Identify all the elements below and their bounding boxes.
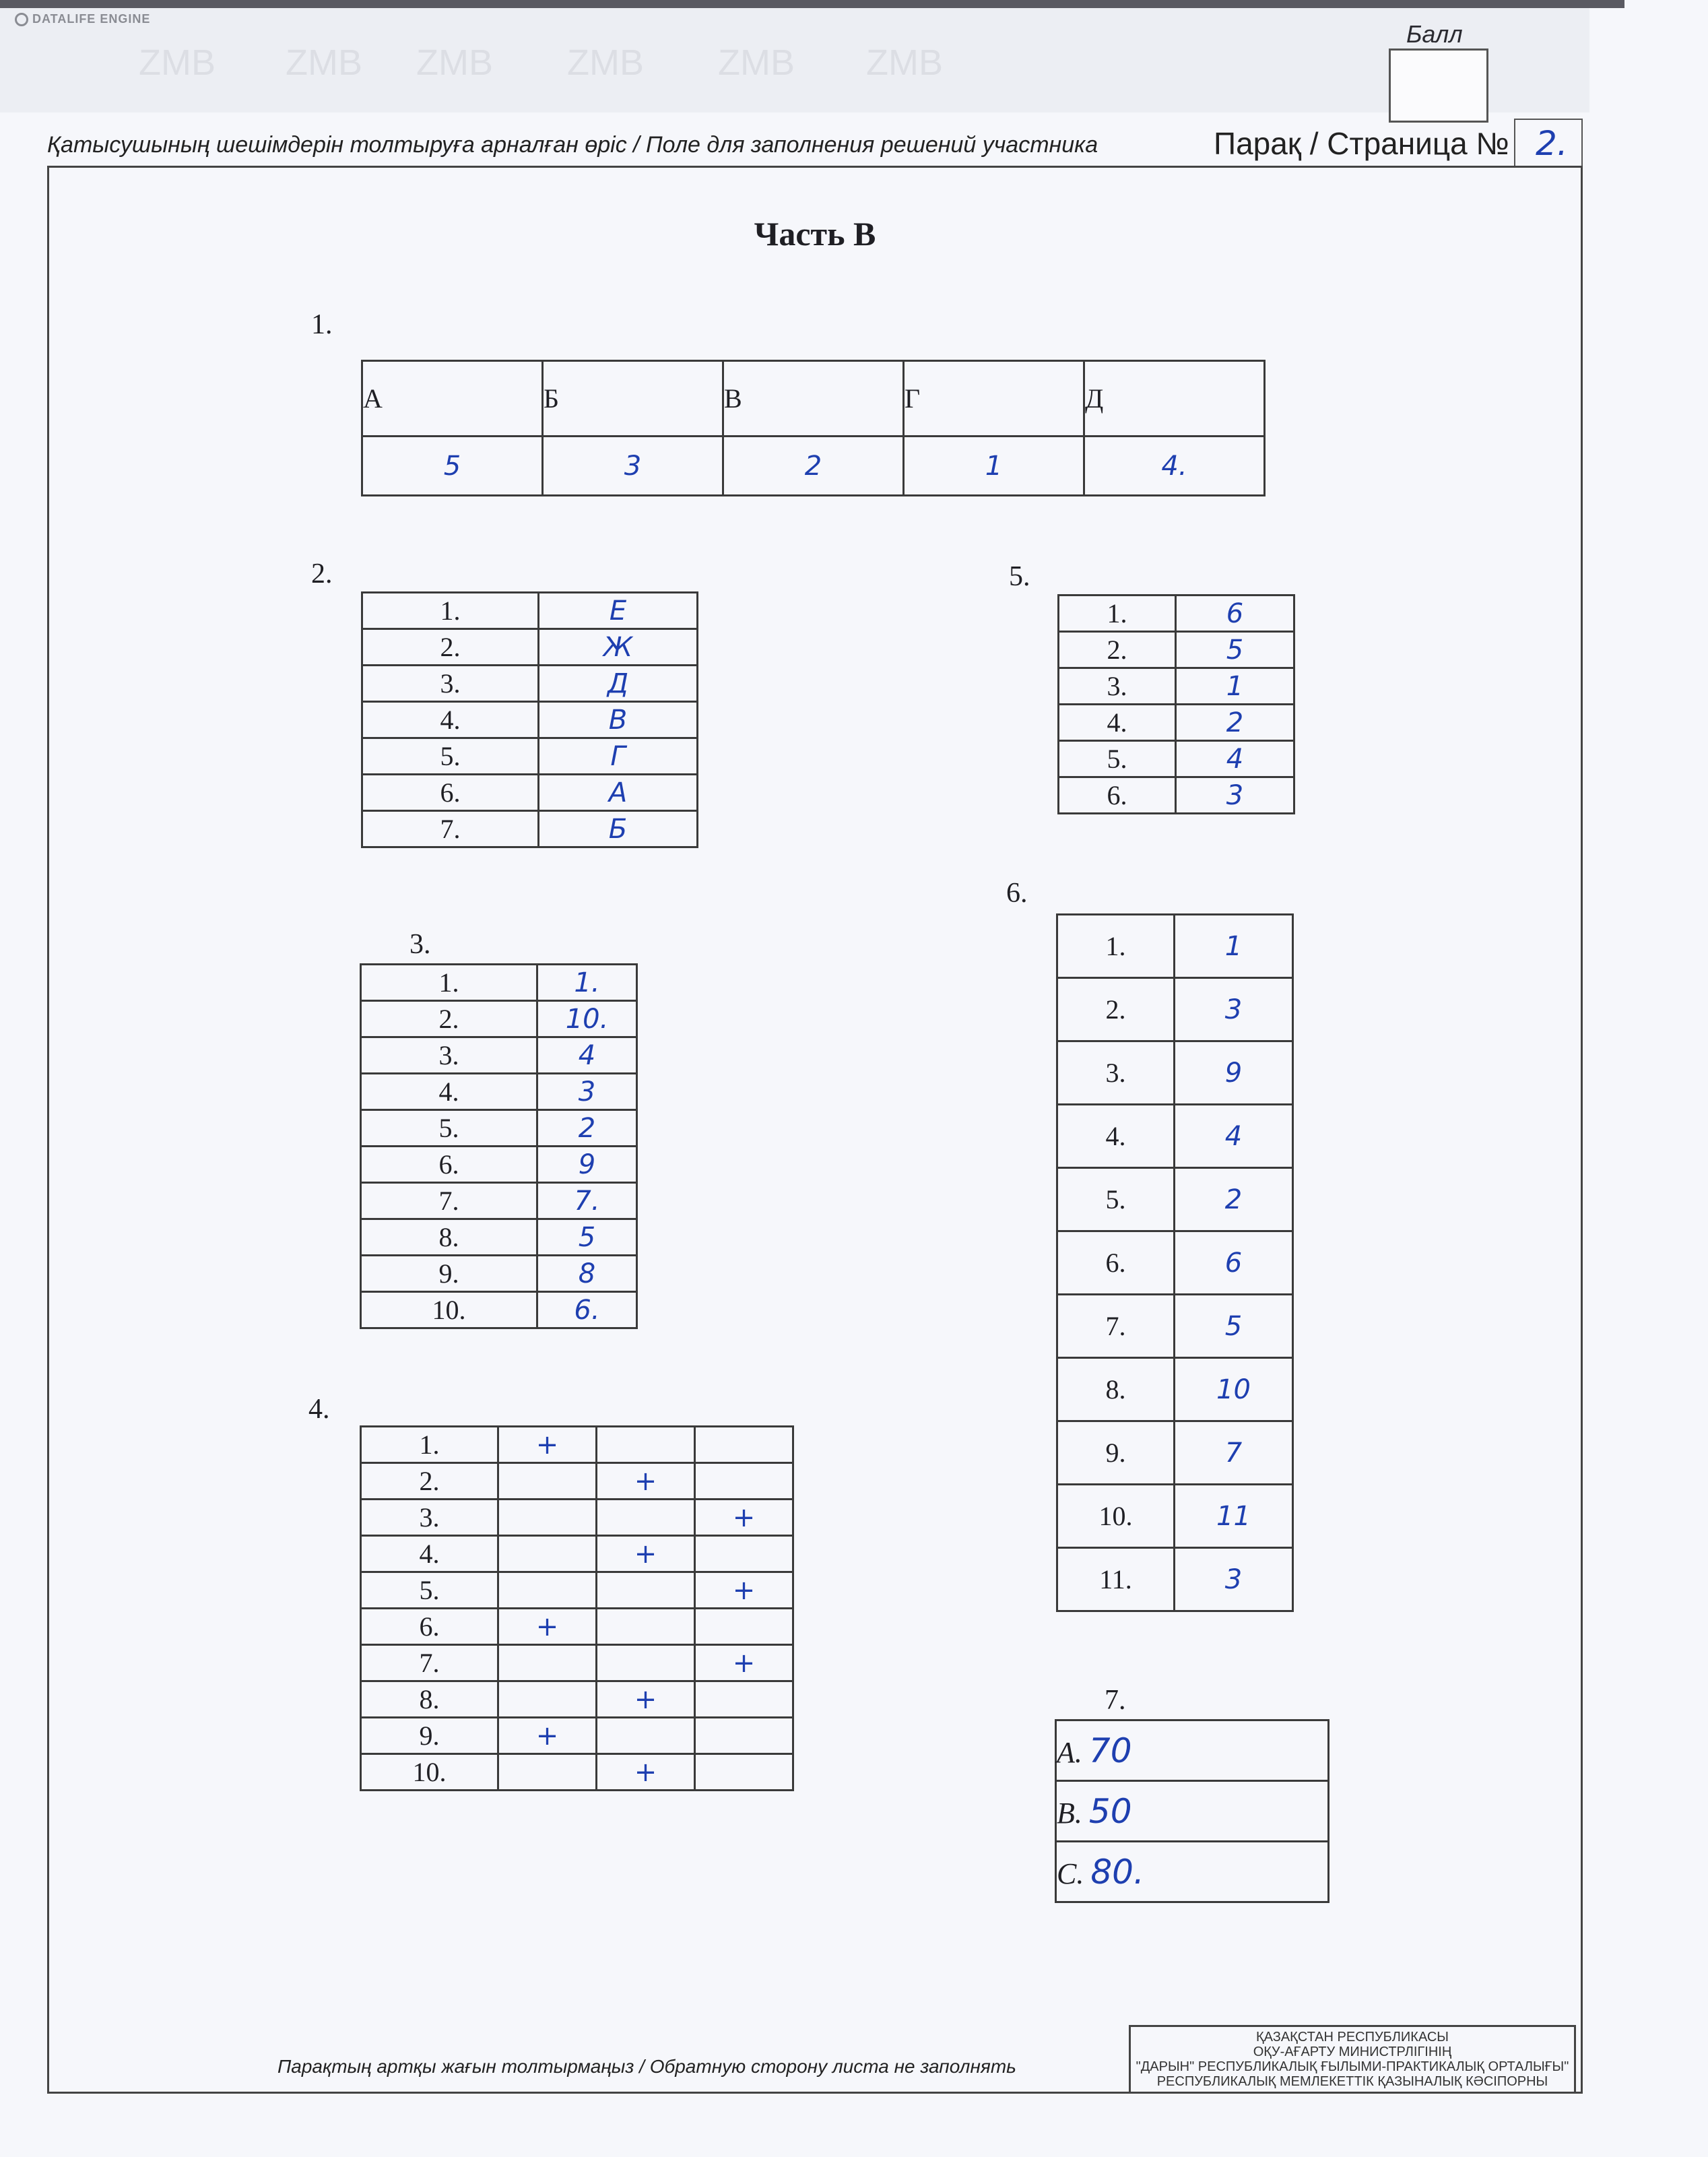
q4-item-number: 10. — [361, 1754, 498, 1791]
q3-row — [361, 1074, 637, 1110]
q4-check-mark: + — [634, 1683, 657, 1715]
page-number-value: 2. — [1536, 124, 1568, 163]
q7-table — [1055, 1719, 1329, 1903]
q3-item-number: 3. — [361, 1037, 537, 1074]
q3-row — [361, 1183, 637, 1219]
q6-item-number: 10. — [1057, 1485, 1175, 1548]
q3-row — [361, 1110, 637, 1147]
q2-row — [362, 629, 698, 666]
page-number-box[interactable] — [1514, 119, 1583, 167]
q5-item-number: 2. — [1059, 632, 1176, 668]
q3-answer-cell[interactable]: 9 — [537, 1147, 637, 1183]
q2-answer-cell[interactable]: А — [539, 775, 698, 811]
q6-row — [1057, 1231, 1293, 1295]
q3-row — [361, 1256, 637, 1292]
q3-item-number: 9. — [361, 1256, 537, 1292]
q4-option-cell[interactable] — [695, 1754, 793, 1791]
q2-item-number: 3. — [362, 666, 539, 702]
q2-row — [362, 666, 698, 702]
q4-check-mark: + — [535, 1720, 559, 1751]
q3-item-number: 5. — [361, 1110, 537, 1147]
engine-logo-icon — [15, 13, 28, 26]
q3-table — [360, 963, 638, 1329]
q5-number: 5. — [1009, 561, 1030, 592]
q3-row — [361, 1219, 637, 1256]
q4-option-cell[interactable] — [597, 1645, 695, 1681]
q6-answer-cell[interactable]: 10 — [1175, 1358, 1293, 1421]
q4-option-cell[interactable] — [597, 1427, 695, 1463]
header-strip — [0, 8, 1589, 112]
q5-item-number: 1. — [1059, 595, 1176, 632]
q4-check-mark: + — [634, 1756, 657, 1788]
q3-answer-cell[interactable]: 8 — [537, 1256, 637, 1292]
q4-option-cell[interactable] — [695, 1718, 793, 1754]
q4-option-cell[interactable] — [498, 1681, 597, 1718]
q4-row — [361, 1681, 793, 1718]
q1-header-cell: А — [362, 361, 543, 437]
q1-number: 1. — [311, 309, 333, 340]
q3-row — [361, 1001, 637, 1037]
q2-row — [362, 775, 698, 811]
q3-answer-cell[interactable]: 7. — [537, 1183, 637, 1219]
q5-row — [1059, 595, 1294, 632]
q4-item-number: 3. — [361, 1500, 498, 1536]
engine-text: DATALIFE ENGINE — [32, 12, 151, 26]
stamp-line: "ДАРЫН" РЕСПУБЛИКАЛЫҚ ҒЫЛЫМИ-ПРАКТИКАЛЫҚ ОРТАЛЫҒЫ" — [1136, 2059, 1569, 2074]
q4-option-cell[interactable] — [695, 1572, 793, 1609]
q2-item-number: 7. — [362, 811, 539, 847]
q4-item-number: 4. — [361, 1536, 498, 1572]
q1-answer-cell[interactable]: 1 — [904, 437, 1084, 496]
q1-header-cell: Б — [543, 361, 723, 437]
q4-option-cell[interactable] — [695, 1645, 793, 1681]
q3-answer-cell[interactable]: 5 — [537, 1219, 637, 1256]
q5-table — [1057, 594, 1295, 814]
q6-item-number: 5. — [1057, 1168, 1175, 1231]
q5-answer-cell[interactable]: 5 — [1176, 632, 1294, 668]
q4-option-cell[interactable] — [695, 1681, 793, 1718]
q6-row — [1057, 1421, 1293, 1485]
q2-item-number: 5. — [362, 738, 539, 775]
q4-item-number: 2. — [361, 1463, 498, 1500]
q4-row — [361, 1463, 793, 1500]
q6-answer-cell[interactable]: 2 — [1175, 1168, 1293, 1231]
q1-header-cell: В — [723, 361, 904, 437]
q2-answer-cell[interactable]: Д — [539, 666, 698, 702]
q7-option-value: 70 — [1088, 1731, 1132, 1770]
q6-table — [1056, 913, 1294, 1612]
q4-option-cell[interactable] — [498, 1609, 597, 1645]
q3-item-number: 7. — [361, 1183, 537, 1219]
q7-answer-cell[interactable] — [1056, 1720, 1329, 1781]
q1-answer-cell[interactable]: 3 — [543, 437, 723, 496]
q2-row — [362, 702, 698, 738]
institution-stamp — [1129, 2025, 1576, 2094]
q2-item-number: 4. — [362, 702, 539, 738]
q3-item-number: 4. — [361, 1074, 537, 1110]
q5-answer-cell[interactable]: 6 — [1176, 595, 1294, 632]
q6-item-number: 9. — [1057, 1421, 1175, 1485]
q3-answer-cell[interactable]: 10. — [537, 1001, 637, 1037]
q4-option-cell[interactable] — [498, 1754, 597, 1791]
q4-item-number: 1. — [361, 1427, 498, 1463]
q2-answer-cell[interactable]: Г — [539, 738, 698, 775]
q2-row — [362, 593, 698, 629]
q5-row — [1059, 741, 1294, 777]
q6-row — [1057, 1358, 1293, 1421]
q6-item-number: 6. — [1057, 1231, 1175, 1295]
q4-row — [361, 1500, 793, 1536]
q6-answer-cell[interactable]: 5 — [1175, 1295, 1293, 1358]
q7-row — [1056, 1842, 1329, 1902]
q3-answer-cell[interactable]: 2 — [537, 1110, 637, 1147]
stamp-line: РЕСПУБЛИКАЛЫҚ МЕМЛЕКЕТТІК ҚАЗЫНАЛЫҚ КӘСІПОРНЫ — [1156, 2074, 1548, 2089]
q4-row — [361, 1572, 793, 1609]
zmb-watermark: ZMB — [718, 42, 795, 83]
q1-answer-row — [362, 437, 1265, 496]
q6-row — [1057, 1168, 1293, 1231]
q6-item-number: 4. — [1057, 1105, 1175, 1168]
q4-row — [361, 1427, 793, 1463]
zmb-watermark: ZMB — [567, 42, 644, 83]
q4-item-number: 8. — [361, 1681, 498, 1718]
q4-option-cell[interactable] — [498, 1645, 597, 1681]
q5-row — [1059, 668, 1294, 705]
q2-row — [362, 738, 698, 775]
q4-check-mark: + — [535, 1611, 559, 1642]
q4-option-cell[interactable] — [695, 1609, 793, 1645]
q1-table — [361, 360, 1266, 496]
q4-option-cell[interactable] — [597, 1754, 695, 1791]
q5-row — [1059, 777, 1294, 814]
q6-row — [1057, 1295, 1293, 1358]
zmb-watermark: ZMB — [866, 42, 943, 83]
q4-option-cell[interactable] — [498, 1427, 597, 1463]
q6-row — [1057, 1105, 1293, 1168]
q4-table — [360, 1425, 794, 1791]
q5-item-number: 4. — [1059, 705, 1176, 741]
q7-row — [1056, 1720, 1329, 1781]
q4-option-cell[interactable] — [597, 1500, 695, 1536]
q4-item-number: 6. — [361, 1609, 498, 1645]
q4-option-cell[interactable] — [695, 1536, 793, 1572]
q3-item-number: 2. — [361, 1001, 537, 1037]
q2-number: 2. — [311, 558, 333, 589]
q6-item-number: 3. — [1057, 1041, 1175, 1105]
q5-answer-cell[interactable]: 2 — [1176, 705, 1294, 741]
zmb-watermark: ZMB — [286, 42, 362, 83]
q2-answer-cell[interactable]: Ж — [539, 629, 698, 666]
q3-answer-cell[interactable]: 4 — [537, 1037, 637, 1074]
q5-row — [1059, 632, 1294, 668]
q2-answer-cell[interactable]: Е — [539, 593, 698, 629]
q4-item-number: 9. — [361, 1718, 498, 1754]
top-border-bar — [0, 0, 1624, 8]
q4-option-cell[interactable] — [498, 1572, 597, 1609]
q3-answer-cell[interactable]: 6. — [537, 1292, 637, 1328]
q5-answer-cell[interactable]: 1 — [1176, 668, 1294, 705]
q1-header-row — [362, 361, 1265, 437]
stamp-line: ҚАЗАҚСТАН РЕСПУБЛИКАСЫ — [1255, 2030, 1449, 2045]
q1-answer-cell[interactable]: 5 — [362, 437, 543, 496]
q6-row — [1057, 1485, 1293, 1548]
q4-check-mark: + — [535, 1429, 559, 1460]
q4-option-cell[interactable] — [498, 1536, 597, 1572]
q7-option-label: B. — [1057, 1796, 1082, 1830]
part-title: Часть В — [754, 215, 876, 253]
q3-item-number: 10. — [361, 1292, 537, 1328]
q3-row — [361, 965, 637, 1001]
q6-answer-cell[interactable]: 6 — [1175, 1231, 1293, 1295]
q4-option-cell[interactable] — [695, 1463, 793, 1500]
q6-row — [1057, 1548, 1293, 1611]
q4-option-cell[interactable] — [498, 1463, 597, 1500]
q5-answer-cell[interactable]: 3 — [1176, 777, 1294, 814]
q4-row — [361, 1718, 793, 1754]
q4-option-cell[interactable] — [597, 1681, 695, 1718]
q2-answer-cell[interactable]: В — [539, 702, 698, 738]
q4-option-cell[interactable] — [597, 1536, 695, 1572]
q3-item-number: 8. — [361, 1219, 537, 1256]
q6-answer-cell[interactable]: 4 — [1175, 1105, 1293, 1168]
q6-number: 6. — [1006, 878, 1028, 909]
score-label: Балл — [1406, 20, 1463, 48]
q7-option-value: 80. — [1090, 1852, 1144, 1892]
q6-answer-cell[interactable]: 1 — [1175, 915, 1293, 978]
q4-row — [361, 1536, 793, 1572]
q4-row — [361, 1645, 793, 1681]
q1-answer-cell[interactable]: 4. — [1084, 437, 1265, 496]
q4-option-cell[interactable] — [597, 1609, 695, 1645]
q6-item-number: 2. — [1057, 978, 1175, 1041]
q4-option-cell[interactable] — [498, 1500, 597, 1536]
q3-number: 3. — [409, 929, 431, 960]
field-title: Қатысушының шешімдерін толтыруға арналған өріс / Поле для заполнения решений участника — [47, 132, 1098, 158]
q6-answer-cell[interactable]: 11 — [1175, 1485, 1293, 1548]
q2-item-number: 6. — [362, 775, 539, 811]
q6-item-number: 1. — [1057, 915, 1175, 978]
q5-item-number: 3. — [1059, 668, 1176, 705]
q7-answer-cell[interactable] — [1056, 1781, 1329, 1842]
q7-row — [1056, 1781, 1329, 1842]
q6-row — [1057, 978, 1293, 1041]
q3-row — [361, 1147, 637, 1183]
q6-item-number: 8. — [1057, 1358, 1175, 1421]
q1-header-cell: Д — [1084, 361, 1265, 437]
q7-answer-cell[interactable] — [1056, 1842, 1329, 1902]
q1-header-cell: Г — [904, 361, 1084, 437]
q4-option-cell[interactable] — [597, 1463, 695, 1500]
q5-item-number: 6. — [1059, 777, 1176, 814]
q3-answer-cell[interactable]: 3 — [537, 1074, 637, 1110]
q6-answer-cell[interactable]: 3 — [1175, 978, 1293, 1041]
zmb-watermark: ZMB — [139, 42, 216, 83]
q4-option-cell[interactable] — [695, 1427, 793, 1463]
q7-option-label: C. — [1057, 1857, 1084, 1890]
engine-watermark — [15, 12, 150, 26]
q4-item-number: 5. — [361, 1572, 498, 1609]
footer-note: Парақтың артқы жағын толтырмаңыз / Обратную сторону листа не заполнять — [277, 2056, 1016, 2077]
q7-number: 7. — [1105, 1685, 1126, 1716]
q4-option-cell[interactable] — [597, 1572, 695, 1609]
q6-item-number: 7. — [1057, 1295, 1175, 1358]
q4-check-mark: + — [634, 1538, 657, 1570]
q1-answer-cell[interactable]: 2 — [723, 437, 904, 496]
zmb-watermark: ZMB — [416, 42, 493, 83]
stamp-line: ОҚУ-АҒАРТУ МИНИСТРЛІГІНІҢ — [1253, 2045, 1452, 2059]
q4-check-mark: + — [732, 1647, 756, 1679]
q2-item-number: 1. — [362, 593, 539, 629]
q3-item-number: 1. — [361, 965, 537, 1001]
q5-item-number: 5. — [1059, 741, 1176, 777]
q6-row — [1057, 1041, 1293, 1105]
q4-row — [361, 1754, 793, 1791]
q6-answer-cell[interactable]: 3 — [1175, 1548, 1293, 1611]
q7-option-value: 50 — [1088, 1791, 1132, 1831]
q4-item-number: 7. — [361, 1645, 498, 1681]
q4-option-cell[interactable] — [498, 1718, 597, 1754]
q4-check-mark: + — [634, 1465, 657, 1497]
q4-option-cell[interactable] — [597, 1718, 695, 1754]
score-box[interactable] — [1389, 49, 1488, 123]
q6-answer-cell[interactable]: 9 — [1175, 1041, 1293, 1105]
page-number-label: Парақ / Страница № — [1214, 126, 1509, 161]
q2-table — [361, 591, 698, 848]
q4-check-mark: + — [732, 1502, 756, 1533]
q5-row — [1059, 705, 1294, 741]
q3-answer-cell[interactable]: 1. — [537, 965, 637, 1001]
q2-answer-cell[interactable]: Б — [539, 811, 698, 847]
q5-answer-cell[interactable]: 4 — [1176, 741, 1294, 777]
q6-row — [1057, 915, 1293, 978]
q6-answer-cell[interactable]: 7 — [1175, 1421, 1293, 1485]
q2-item-number: 2. — [362, 629, 539, 666]
q3-row — [361, 1037, 637, 1074]
q2-row — [362, 811, 698, 847]
q4-option-cell[interactable] — [695, 1500, 793, 1536]
q4-check-mark: + — [732, 1574, 756, 1606]
q7-option-label: A. — [1057, 1735, 1082, 1769]
q4-row — [361, 1609, 793, 1645]
q3-item-number: 6. — [361, 1147, 537, 1183]
q3-row — [361, 1292, 637, 1328]
q4-number: 4. — [308, 1394, 330, 1425]
q6-item-number: 11. — [1057, 1548, 1175, 1611]
